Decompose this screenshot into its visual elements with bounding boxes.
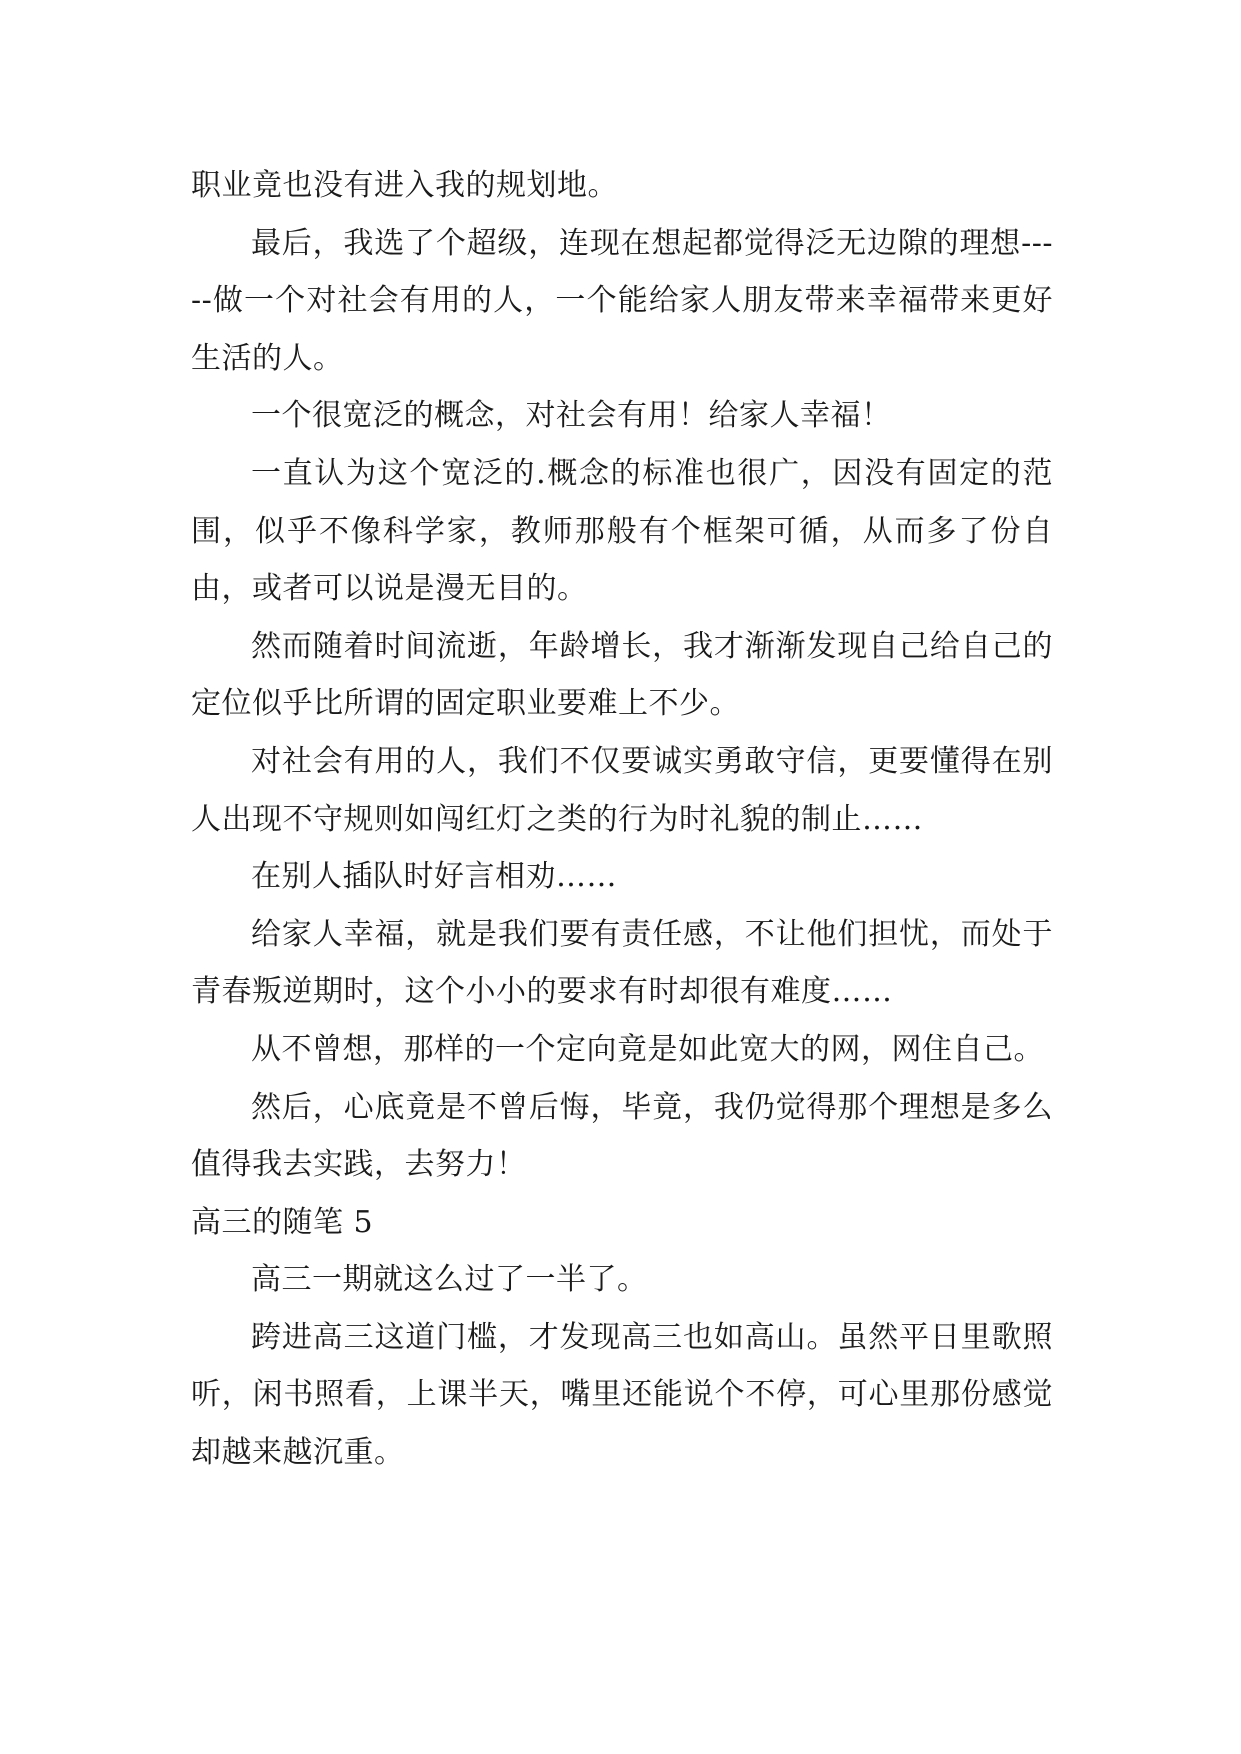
paragraph-10: 然后，心底竟是不曾后悔，毕竟，我仍觉得那个理想是多么值得我去实践，去努力！: [191, 1089, 1053, 1183]
section-paragraph-2: 跨进高三这道门槛，才发现高三也如高山。虽然平日里歌照听，闲书照看，上课半天，嘴里还能说个不停，可心里那份感觉却越来越沉重。: [191, 1319, 1053, 1471]
document-body: [191, 157, 1053, 1482]
paragraph-8: 给家人幸福，就是我们要有责任感，不让他们担忧，而处于青春叛逆期时，这个小小的要求有时却很有难度……: [191, 916, 1053, 1010]
paragraph-2: 最后，我选了个超级，连现在想起都觉得泛无边隙的理想-----做一个对社会有用的人，一个能给家人朋友带来幸福带来更好生活的人。: [191, 225, 1053, 376]
paragraph-3: 一个很宽泛的概念，对社会有用！给家人幸福！: [251, 398, 892, 434]
section-paragraph-1: 高三一期就这么过了一半了。: [251, 1262, 648, 1298]
paragraph-6: 对社会有用的人，我们不仅要诚实勇敢守信，更要懂得在别人出现不守规则如闯红灯之类的行为时礼貌的制止……: [191, 743, 1053, 837]
paragraph-5: 然而随着时间流逝，年龄增长，我才渐渐发现自己给自己的定位似乎比所谓的固定职业要难上不少。: [191, 628, 1053, 722]
paragraph-7: 在别人插队时好言相劝……: [251, 859, 617, 895]
section-heading: 高三的随笔 5: [191, 1204, 374, 1240]
paragraph-9: 从不曾想，那样的一个定向竟是如此宽大的网，网住自己。: [251, 1031, 1044, 1067]
paragraph-1: 职业竟也没有进入我的规划地。: [191, 168, 618, 203]
paragraph-4: 一直认为这个宽泛的.概念的标准也很广，因没有固定的范围，似乎不像科学家，教师那般有个框架可循，从而多了份自由，或者可以说是漫无目的。: [191, 455, 1053, 607]
